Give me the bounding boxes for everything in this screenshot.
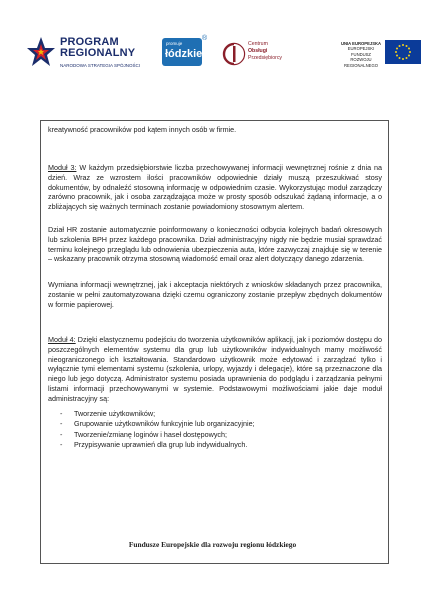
paragraph-module3 [48, 163, 382, 212]
list-marker: - [60, 419, 63, 429]
list-item-text: Przypisywanie uprawnień dla grup lub indywidualnych. [74, 440, 248, 450]
program-title [60, 37, 135, 59]
admin-capabilities-list [48, 409, 368, 451]
paragraph-intro: kreatywność pracowników pod kątem innych osób w firmie. [48, 125, 237, 134]
program-title-line1: PROGRAM [60, 36, 119, 48]
ue-logo [338, 38, 422, 68]
list-item [48, 409, 368, 419]
lodzkie-logo [162, 35, 208, 68]
list-marker: - [60, 409, 63, 418]
list-item [48, 440, 368, 450]
cop-mark-icon [222, 40, 248, 68]
module4-heading: Moduł 4: [48, 335, 76, 344]
page-footer: Fundusze Europejskie dla rozwoju regionu łódzkiego [128, 540, 297, 549]
module4-text: Dzięki elastycznemu podejściu do tworzenia użytkowników aplikacji, jak i poziomów dostępu do poszczególnych elementów systemu dla grup lub użytkowników indywidualnych mamy możliwość nieograniczonego ich kształtowania. Standardowo użytkownik może edytować i zarządzać tylko i wyłącznie tymi elementami systemu (szkolenia, urlopy, wyjazdy i delegacje), które są przeznaczone dla niego lub jego dotyczą. Administrator systemu posiada uprawnienia do podglądu i zarządzania pełnymi listami informacji przechowywanymi w systemie. Podstawowymi możliwościami jakie daje moduł administracyjny są: [48, 335, 382, 403]
centrum-line1: Centrum [248, 41, 268, 47]
centrum-line2: Obsługi [248, 48, 268, 54]
centrum-line3: Przedsiębiorcy [248, 55, 283, 61]
paragraph-module4 [48, 335, 382, 404]
program-title-line2: REGIONALNY [60, 47, 136, 59]
list-item [48, 430, 368, 440]
list-item [48, 419, 368, 429]
module3-text: W każdym przedsiębiorstwie liczba przechowywanej informacji wewnętrznej rośnie z dnia na dzień. Wraz ze wzrostem ilości pracowników odpowiednie działy muszą przeszukiwać stosy dokumentów, by odnaleźć stosowną informację w odpowiednim czasie. Wykorzystując moduł zarządczy zarówno pracownik, jak i osoba zarządzająca może w prosty sposób odszukać żądaną informacje, a o zbliżających się ważnych terminach zostanie powiadomiony stosownym alertem. [48, 163, 382, 212]
eu-flag-icon [385, 40, 421, 64]
list-marker: - [60, 429, 63, 439]
ue-line3: ROZWOJU REGIONALNEGO [344, 57, 378, 68]
centrum-obslugi-logo [222, 40, 302, 70]
centrum-text [248, 41, 282, 62]
module3-heading: Moduł 3: [48, 163, 77, 172]
paragraph-hr: Dział HR zostanie automatycznie poinformowany o konieczności odbycia kolejnych badań okresowych lub szkolenia BPH przez każdego pracownika. Dział administracyjny nigdy nie będzie musiał sprawdzać terminu kolejnego przeglądu lub odnowienia ubezpieczenia auta, które zazwyczaj znajduje się w terenie – wskazany pracownik otrzyma stosowną wiadomość email oraz alert dotyczący danego zdarzenia. [48, 225, 382, 264]
paragraph-exchange: Wymiana informacji wewnętrznej, jak i akceptacja niektórych z wniosków składanych przez pracownika, zostanie w pełni zautomatyzowana dzięki czemu ograniczony zostanie przepływ zbędnych dokumentów w formie papierowej. [48, 280, 382, 309]
lodzkie-badge [162, 38, 202, 66]
lodzkie-small-text: promuje [166, 41, 183, 46]
lodzkie-big-text: łódzkie [165, 48, 203, 60]
program-subtitle: NARODOWA STRATEGIA SPÓJNOŚCI [60, 63, 141, 68]
ue-line2: EUROPEJSKI FUNDUSZ [347, 46, 375, 57]
ue-text [338, 41, 384, 68]
program-regionalny-logo [26, 34, 156, 74]
list-item-text: Tworzenie/zmianę loginów i haseł dostępowych; [74, 429, 228, 439]
page-header [0, 0, 425, 84]
ue-line1: UNIA EUROPEJSKA [340, 41, 382, 46]
registered-mark: ® [202, 35, 208, 42]
star-logo-icon [26, 36, 56, 68]
list-item-text: Grupowanie użytkowników funkcyjnie lub organizacyjnie; [74, 419, 255, 429]
list-marker: - [60, 440, 63, 450]
list-item-text: Tworzenie użytkowników; [74, 409, 156, 418]
